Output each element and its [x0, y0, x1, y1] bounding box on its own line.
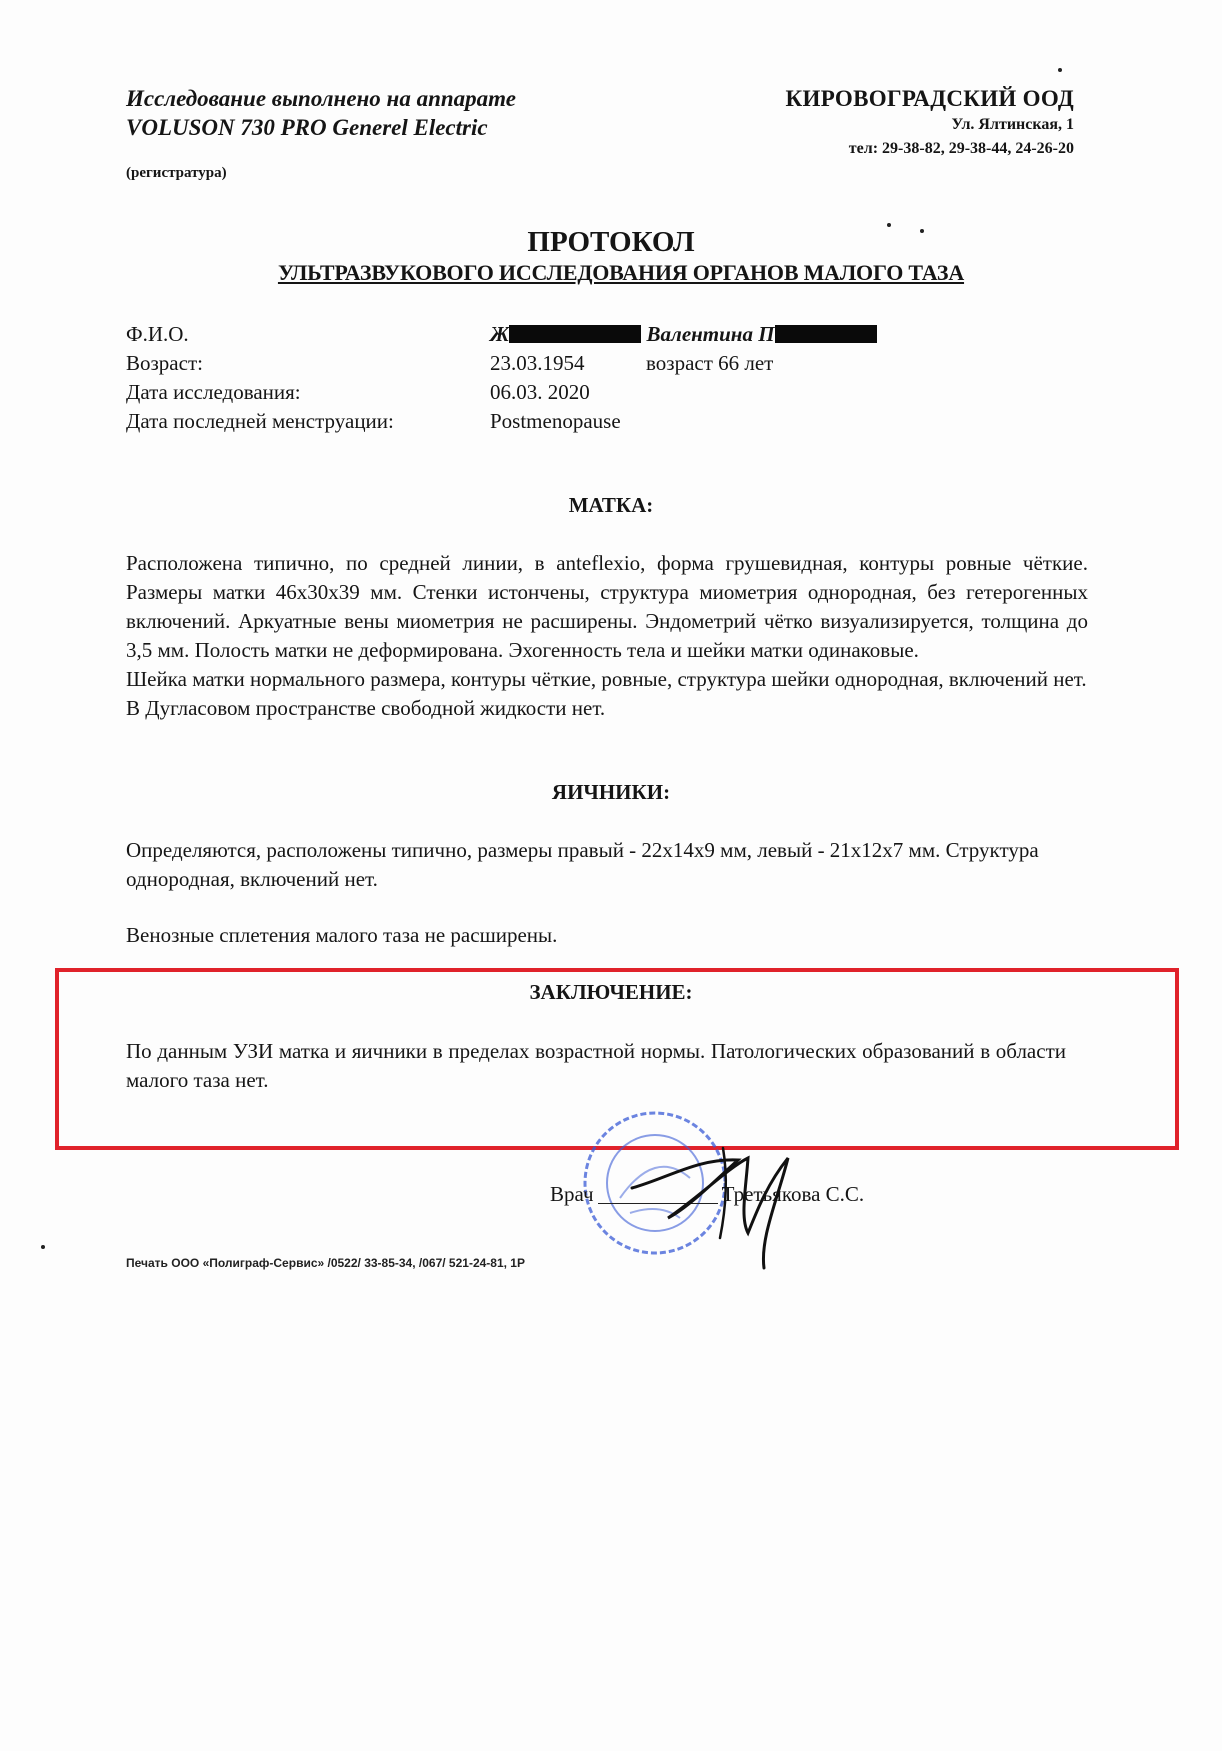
exam-date-label: Дата исследования: [126, 380, 301, 404]
ovaries-heading: ЯИЧНИКИ: [551, 780, 671, 804]
birth-date: 23.03.1954 [490, 351, 585, 375]
uterus-description [126, 549, 1088, 723]
title-line-1: ПРОТОКОЛ [527, 226, 695, 258]
organization-block [786, 84, 1074, 161]
ovaries-description [126, 836, 1088, 894]
age-value: возраст 66 лет [646, 351, 774, 375]
exam-date: 06.03. 2020 [490, 380, 590, 404]
conclusion-heading: ЗАКЛЮЧЕНИЕ: [529, 980, 693, 1004]
redaction-bar [509, 325, 641, 343]
scan-speck [41, 1245, 45, 1249]
veins-paragraph: Венозные сплетения малого таза не расширены. [126, 923, 558, 947]
menstruation-value: Postmenopause [490, 409, 621, 433]
uterus-paragraph-2: Шейка матки нормального размера, контуры чёткие, ровные, структура шейки однородная, включений нет. В Дугласовом пространстве свободной жидкости нет. [126, 667, 1087, 720]
exam-date-row [126, 378, 1026, 407]
organization-address: Ул. Ялтинская, 1 [951, 116, 1074, 133]
registry-note: (регистратура) [126, 165, 227, 181]
patient-fio-row [126, 320, 1026, 349]
doctor-label: Врач [550, 1182, 594, 1206]
menstruation-label: Дата последней менструации: [126, 409, 394, 433]
equipment-note [126, 84, 516, 142]
printer-footer: Печать ООО «Полиграф-Сервис» /0522/ 33-85-34, /067/ 521-24-81, 1Р [126, 1256, 525, 1270]
uterus-heading: МАТКА: [568, 493, 654, 517]
patient-info [126, 320, 1026, 436]
ovaries-paragraph-1: Определяются, расположены типично, размеры правый - 22х14х9 мм, левый - 21х12х7 мм. Структура однородная, включений нет. [126, 838, 1039, 891]
patient-age-row [126, 349, 1026, 378]
conclusion-paragraph: По данным УЗИ матка и яичники в пределах возрастной нормы. Патологических образований в области малого таза нет. [126, 1039, 1066, 1092]
handwritten-signature-icon [628, 1138, 818, 1278]
scan-speck [1058, 68, 1062, 72]
equipment-line-1: Исследование выполнено на аппарате [126, 86, 516, 111]
conclusion-text [126, 1037, 1066, 1095]
doctor-name: Третьякова С.С. [721, 1182, 865, 1206]
veins-note [126, 921, 1088, 950]
uterus-paragraph-1: Расположена типично, по средней линии, в anteflexio, форма грушевидная, контуры ровные чёткие. Размеры матки 46х30х39 мм. Стенки истончены, структура миометрия однородная, без гетерогенных включений. Аркуатные вены миометрия не расширены. Эндометрий чётко визуализируется, толщина до 3,5 мм. Полость матки не деформирована. Эхогенность тела и шейки матки одинаковые. [126, 551, 1088, 662]
menstruation-row [126, 407, 1026, 436]
fio-initial: Ж [490, 322, 510, 346]
document-title [0, 225, 1222, 287]
fio-label: Ф.И.О. [126, 322, 189, 346]
title-line-2: УЛЬТРАЗВУКОВОГО ИССЛЕДОВАНИЯ ОРГАНОВ МАЛОГО ТАЗА [277, 260, 965, 285]
scan-speck [920, 229, 924, 233]
fio-value [490, 320, 877, 349]
organization-name: КИРОВОГРАДСКИЙ ООД [785, 86, 1074, 111]
redaction-bar [775, 325, 877, 343]
fio-name: Валентина П [646, 322, 775, 346]
organization-phones: тел: 29-38-82, 29-38-44, 24-26-20 [848, 140, 1074, 157]
age-label: Возраст: [126, 351, 203, 375]
equipment-line-2: VOLUSON 730 PRO Generel Electric [126, 115, 488, 140]
scan-speck [887, 223, 891, 227]
